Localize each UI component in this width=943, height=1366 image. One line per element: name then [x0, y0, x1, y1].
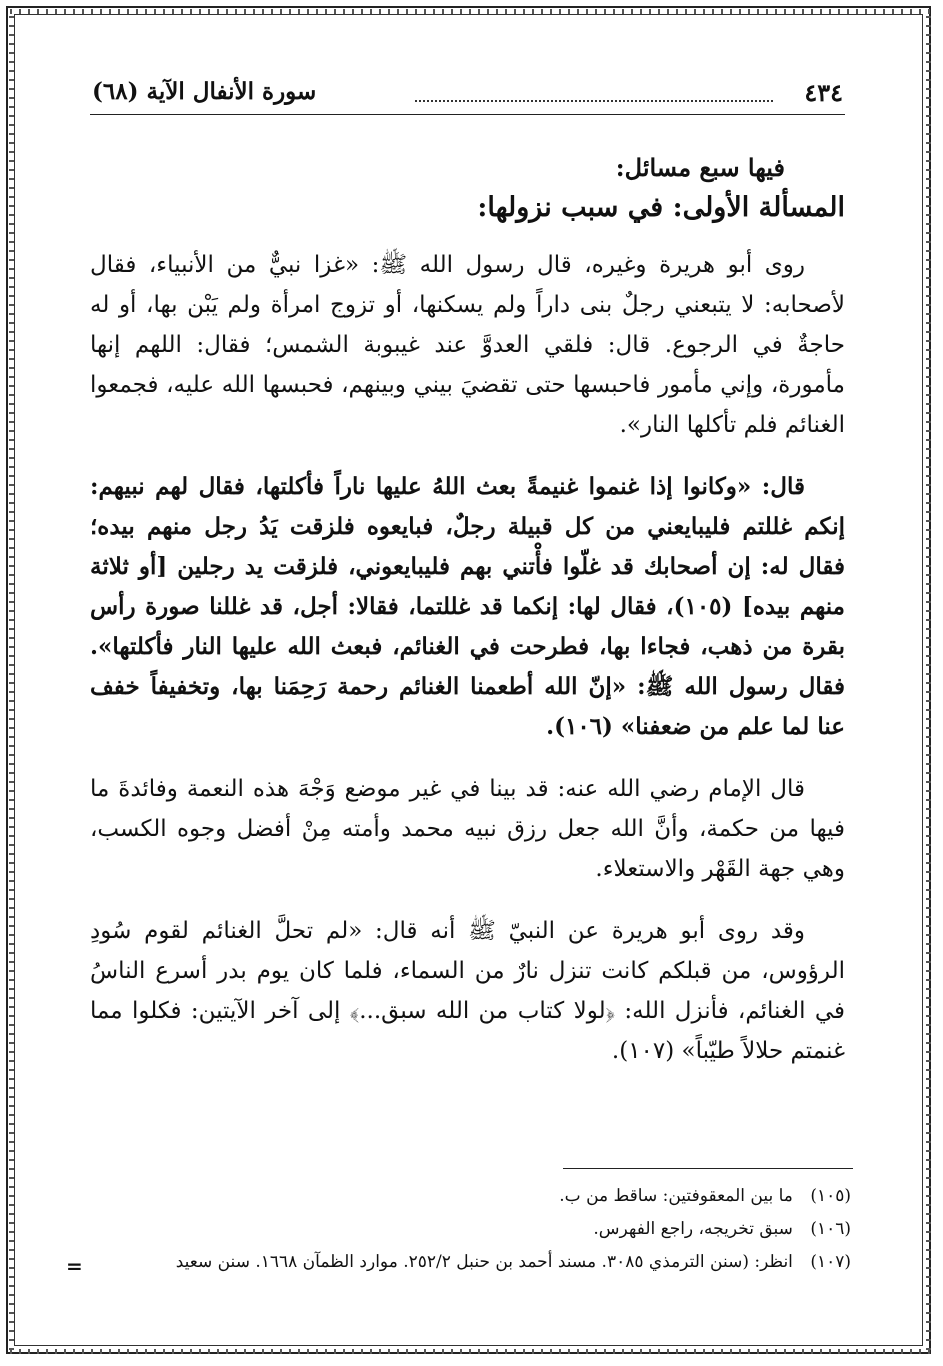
- border-ornament-right: [926, 10, 931, 1350]
- border-ornament-bottom: [10, 1349, 931, 1354]
- page-number: ٤٣٤: [804, 78, 843, 107]
- footnotes: [91, 1180, 851, 1279]
- footnote-separator: [563, 1168, 853, 1169]
- paragraph-3: [90, 769, 845, 889]
- footnote-text: انظر: (سنن الترمذي ٣٠٨٥. مسند أحمد بن حنبل ٢٥٢/٢. موارد الظمآن ١٦٦٨. سنن سعيد: [175, 1252, 793, 1272]
- footnote-text: سبق تخريجه، راجع الفهرس.: [593, 1219, 793, 1239]
- running-header: [90, 70, 845, 115]
- paragraph-text: قال الإمام رضي الله عنه: قد بينا في غير موضع وَجْهَ هذه النعمة وفائدةَ ما فيها من حكمة، وأنَّ الله جعل رزق نبيه محمد وأمته مِنْ أفضل وجوه الكسب، وهي جهة القَهْر والاستعلاء.: [90, 776, 845, 882]
- footnote-107: [91, 1246, 851, 1279]
- intro-line: فيها سبع مسائل:: [615, 153, 785, 182]
- footnote-105: [91, 1180, 851, 1213]
- footnote-number: (١٠٥): [810, 1186, 851, 1206]
- paragraph-2: [90, 467, 845, 747]
- paragraph-4: [90, 911, 845, 1071]
- header-title: سورة الأنفال الآية (٦٨): [92, 78, 317, 105]
- page-content: [90, 70, 845, 1071]
- paragraph-text: روى أبو هريرة وغيره، قال رسول الله ﷺ: «غزا نبيٌّ من الأنبياء، فقال لأصحابه: لا يتبعني رجلٌ بنى داراً ولم يسكنها، أو تزوج امرأة ولم يَبْن بها، أو له حاجةٌ في الرجوع. قال: فلقي العدوَّ عند غيبوبة الشمس؛ فقال: اللهم إنها مأمورة، وإني مأمور فاحبسها حتى تقضيَ بيني وبينهم، فحبسها الله عليه، فجمعوا الغنائم فلم تأكلها النار».: [90, 252, 845, 438]
- footnote-text: ما بين المعقوفتين: ساقط من ب.: [559, 1186, 793, 1206]
- footnote-number: (١٠٦): [810, 1219, 851, 1239]
- footnote-106: [91, 1213, 851, 1246]
- border-ornament-top: [10, 9, 931, 14]
- section-heading: المسألة الأولى: في سبب نزولها:: [477, 192, 845, 223]
- header-leader-dots: [415, 100, 773, 102]
- footnote-number: (١٠٧): [810, 1252, 851, 1272]
- paragraph-text: قال: «وكانوا إذا غنموا غنيمةً بعث اللهُ عليها ناراً فأكلتها، فقال لهم نبيهم: إنكم غللتم فليبايعني من كل قبيلة رجلٌ، فبايعوه فلزقت يَدُ رجل منهم بيده؛ فقال له: إن أصحابك قد غلّوا فأْتني بهم فليبايعوني، فلزقت يد رجلين [أو ثلاثة منهم بيده] (١٠٥)، فقال لها: إنكما قد غللتما، فقالا: أجل، قد غللنا صورة رأس بقرة من ذهب، فجاءا بها، فطرحت في الغنائم، فبعث الله عليها النار فأكلتها». فقال رسول الله ﷺ: «إنّ الله أطعمنا الغنائم رحمة رَحِمَنا بها، وتخفيفاً خفف عنا لما علم من ضعفنا» (١٠٦).: [90, 473, 845, 740]
- border-ornament-left: [9, 10, 14, 1350]
- paragraph-1: [90, 245, 845, 445]
- paragraph-text: وقد روى أبو هريرة عن النبيّ ﷺ أنه قال: «لم تحلَّ الغنائم لقوم سُودِ الرؤوس، من قبلكم كانت تنزل نارٌ من السماء، فلما كان يوم بدر أسرع الناسُ في الغنائم، فأنزل الله: ﴿لولا كتاب من الله سبق...﴾ إلى آخر الآيتين: فكلوا مما غنمتم حلالاً طيّباً» (١٠٧).: [90, 918, 845, 1064]
- continuation-mark: =: [66, 1254, 83, 1278]
